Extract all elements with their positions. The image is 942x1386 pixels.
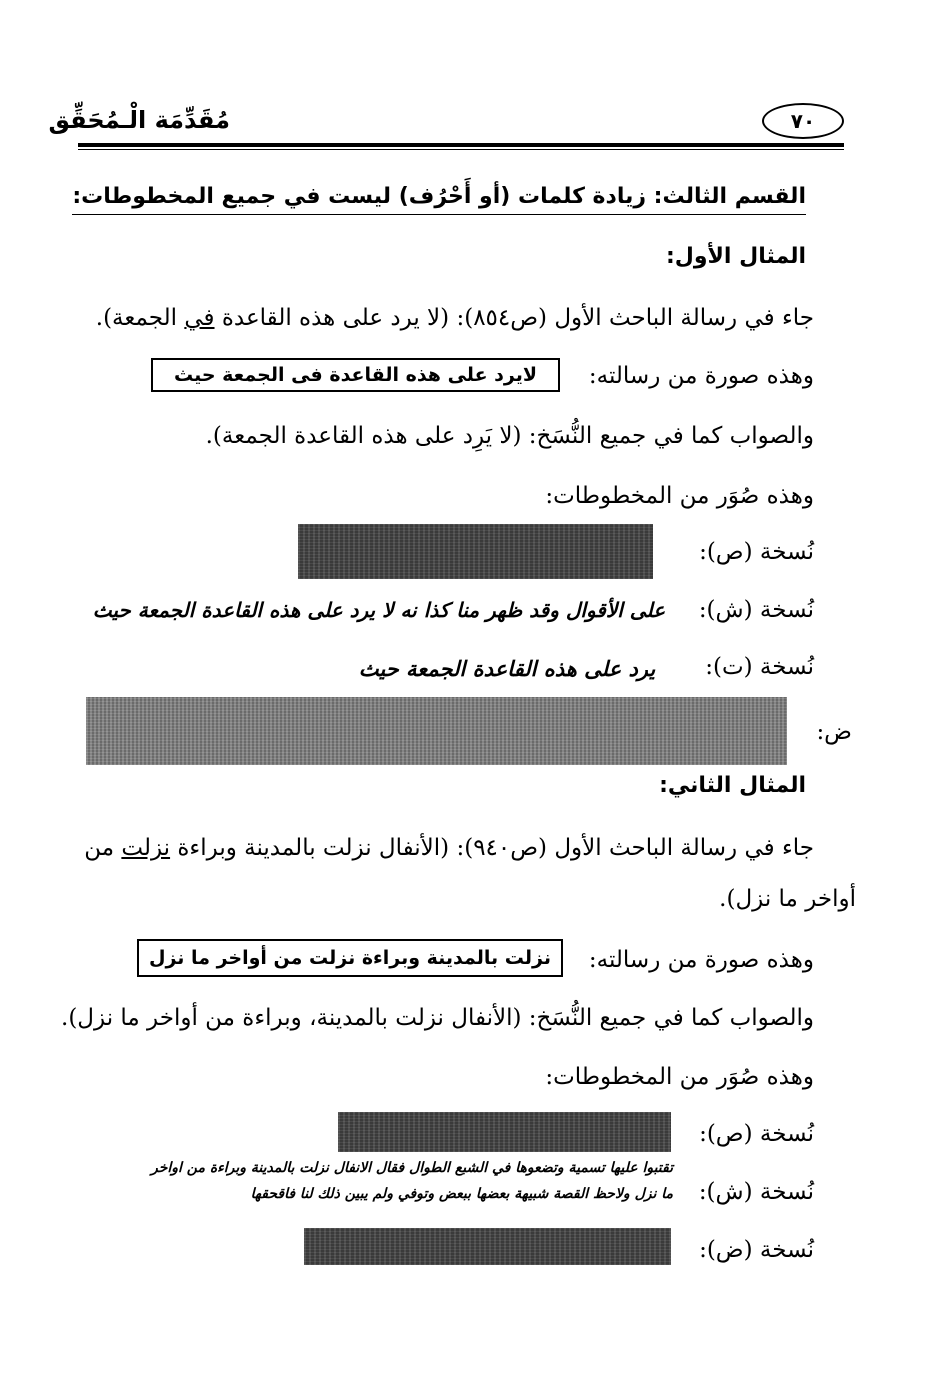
- example2-ms-dad-image: [304, 1228, 671, 1265]
- example1-ms-sad-image: [298, 524, 653, 579]
- example2-ms-shin-image: [93, 1155, 673, 1225]
- example2-ms-dad-label: نُسخة (ض):: [699, 1237, 814, 1263]
- quote-underlined-word: في: [184, 305, 215, 331]
- ms-shin-line-2: ما نزل ولاحظ القصة شبيهة بعضها ببعض وتوفي ولم يبين ذلك لنا فاقحقها: [250, 1186, 673, 1202]
- ms-shin-line-1: تقتبوا عليها تسمية وتضعوها في الشبع الطوال فقال الانفال نزلت بالمدينة وبراءة من اواخر: [151, 1160, 673, 1176]
- example2-ms-sad-image: [338, 1112, 671, 1152]
- example2-thesis-image: نزلت بالمدينة وبراءة نزلت من أواخر ما نزل: [137, 939, 563, 977]
- running-title: مُقَدِّمَة الْـمُحَقِّق: [48, 106, 230, 134]
- example2-ms-shin-label: نُسخة (ش):: [698, 1179, 814, 1205]
- quote-underlined-word: نزلت: [121, 835, 171, 861]
- example1-ms-shin-label: نُسخة (ش):: [698, 597, 814, 623]
- example1-ms-sad-label: نُسخة (ص):: [699, 539, 814, 565]
- example2-heading: المثال الثاني:: [659, 773, 806, 798]
- example1-thesis-image: لايرد على هذه القاعدة فى الجمعة حيث: [151, 358, 560, 392]
- example2-mss-label: وهذه صُوَر من المخطوطات:: [545, 1064, 814, 1090]
- example1-mss-label: وهذه صُوَر من المخطوطات:: [545, 483, 814, 509]
- example1-correct-text: والصواب كما في جميع النُّسَخ: (لا يَرِد على هذه القاعدة الجمعة).: [205, 423, 814, 449]
- example2-ms-sad-label: نُسخة (ص):: [699, 1121, 814, 1147]
- example1-ms-ta-image: يرد على هذه القاعدة الجمعة حيث: [358, 657, 656, 681]
- quote-text: جاء في رسالة الباحث الأول (ص٩٤٠): (الأنفال نزلت بالمدينة وبراءة: [170, 835, 814, 861]
- example1-ms-shin-image: على الأقوال وقد ظهر منا كذا نه لا يرد على هذه القاعدة الجمعة حيث: [92, 598, 665, 622]
- quote-text-end: الجمعة).: [95, 305, 185, 331]
- example1-image-label: وهذه صورة من رسالته:: [588, 363, 814, 389]
- page-number: ٧٠: [762, 103, 844, 139]
- example1-ms-dad-label: ض:: [816, 719, 852, 745]
- header-rule-thin: [78, 149, 844, 150]
- example1-ms-ta-label: نُسخة (ت):: [705, 654, 814, 680]
- example2-quote-line1: [84, 828, 814, 868]
- example1-quote: [96, 298, 814, 338]
- quote-text-end: من: [84, 835, 122, 861]
- example1-ms-dad-image: [86, 697, 787, 765]
- section-title: القسم الثالث: زيادة كلمات (أو أَحْرُف) ليست في جميع المخطوطات:: [72, 180, 806, 215]
- example2-quote-line2: أواخر ما نزل).: [719, 886, 856, 912]
- example1-heading: المثال الأول:: [665, 244, 806, 269]
- header-rule-thick: [78, 143, 844, 147]
- example2-correct-text: والصواب كما في جميع النُّسَخ: (الأنفال نزلت بالمدينة، وبراءة من أواخر ما نزل).: [61, 1005, 814, 1031]
- quote-text: جاء في رسالة الباحث الأول (ص٨٥٤): (لا يرد على هذه القاعدة: [214, 305, 814, 331]
- example2-image-label: وهذه صورة من رسالته:: [588, 947, 814, 973]
